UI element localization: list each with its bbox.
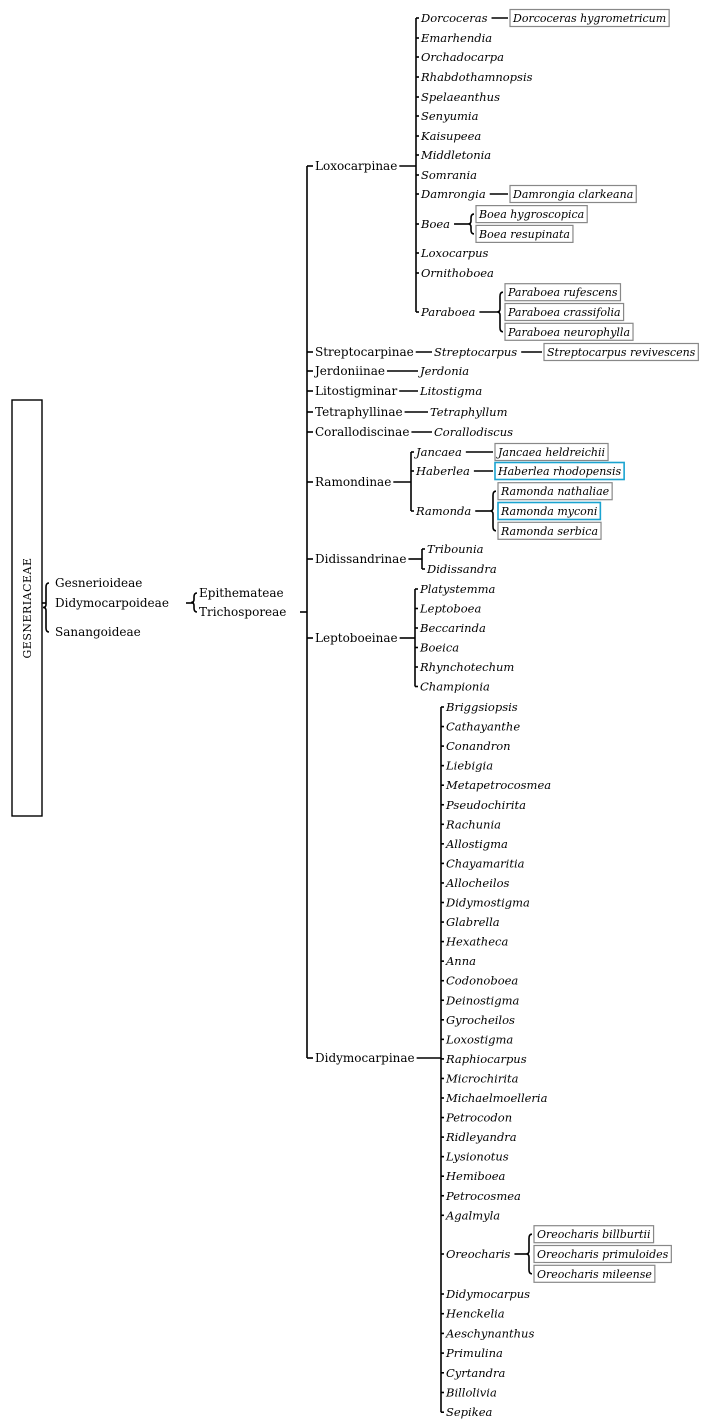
genus-beccarinda: Beccarinda — [420, 621, 486, 635]
family-label: GESNERIACEAE — [21, 557, 34, 659]
species-oreocharis-billburtii: Oreocharis billburtii — [537, 1228, 651, 1242]
genus-petrocodon: Petrocodon — [446, 1110, 513, 1125]
genus-jerdonia: Jerdonia — [420, 364, 470, 378]
genus-senyumia: Senyumia — [421, 109, 479, 123]
genus-championia: Championia — [420, 679, 490, 694]
subfamily-gesnerioideae: Gesnerioideae — [55, 576, 143, 590]
tree-branches — [42, 18, 542, 1412]
genus-primulina: Primulina — [446, 1346, 503, 1361]
genus-platystemma: Platystemma — [420, 582, 496, 596]
genus-middletonia: Middletonia — [421, 148, 492, 162]
genus-ornithoboea: Ornithoboea — [421, 266, 494, 280]
genus-hemiboea: Hemiboea — [446, 1169, 506, 1184]
genus-orchadocarpa: Orchadocarpa — [421, 50, 504, 64]
species-boea-resupinata: Boea resupinata — [479, 227, 570, 241]
species-paraboea-crassifolia: Paraboea crassifolia — [508, 306, 621, 319]
subtribe-leptoboeinae: Leptoboeinae — [315, 631, 398, 645]
species-oreocharis-primuloides: Oreocharis primuloides — [537, 1248, 669, 1261]
species-paraboea-neurophylla: Paraboea neurophylla — [508, 325, 631, 339]
genus-sepikea: Sepikea — [446, 1405, 493, 1420]
genus-tetraphyllum: Tetraphyllum — [430, 405, 508, 419]
genus-rachunia: Rachunia — [446, 817, 501, 832]
genus-loxostigma: Loxostigma — [446, 1032, 514, 1047]
genus-henckelia: Henckelia — [446, 1306, 505, 1321]
genus-ridleyandra: Ridleyandra — [446, 1130, 517, 1145]
genus-microchirita: Microchirita — [446, 1071, 519, 1086]
genus-somrania: Somrania — [421, 168, 478, 182]
genus-leptoboea: Leptoboea — [420, 601, 482, 616]
genus-conandron: Conandron — [446, 739, 511, 754]
genus-ramonda: Ramonda — [416, 504, 472, 518]
genus-jancaea: Jancaea — [416, 445, 462, 459]
subfamily-bracket — [43, 583, 49, 632]
genus-codonoboea: Codonoboea — [446, 973, 519, 988]
species-oreocharis-mileense: Oreocharis mileense — [537, 1267, 652, 1281]
genus-allostigma: Allostigma — [446, 836, 508, 851]
subtribe-loxocarpinae: Loxocarpinae — [315, 159, 398, 173]
genus-anna: Anna — [446, 954, 476, 969]
species-ramonda-nathaliae: Ramonda nathaliae — [501, 485, 610, 499]
genus-michaelmoelleria: Michaelmoelleria — [446, 1091, 548, 1105]
genus-dorcoceras: Dorcoceras — [421, 11, 488, 25]
species-ramonda-serbica: Ramonda serbica — [501, 524, 599, 538]
genus-didymostigma: Didymostigma — [446, 895, 530, 910]
subfamily-sanangoideae: Sanangoideae — [55, 625, 141, 639]
tribe-epithemateae: Epithemateae — [199, 586, 284, 600]
genus-spelaeanthus: Spelaeanthus — [421, 90, 500, 104]
genus-glabrella: Glabrella — [446, 915, 500, 930]
species-bracket-ramonda — [490, 491, 496, 531]
tree-labels — [21, 11, 696, 1419]
genus-hexatheca: Hexatheca — [446, 934, 509, 949]
genus-cathayanthe: Cathayanthe — [446, 719, 521, 734]
subtribe-streptocarpinae: Streptocarpinae — [315, 345, 414, 359]
genus-lysionotus: Lysionotus — [446, 1149, 509, 1164]
species-bracket-paraboea — [497, 292, 503, 332]
species-ramonda-myconi: Ramonda myconi — [501, 505, 598, 518]
species-haberlea-rhodopensis: Haberlea rhodopensis — [498, 465, 622, 478]
species-paraboea-rufescens: Paraboea rufescens — [508, 286, 618, 300]
subtribe-didissandrinae: Didissandrinae — [315, 552, 407, 566]
species-bracket-boea — [468, 214, 474, 234]
genus-kaisupeea: Kaisupeea — [421, 129, 482, 143]
genus-litostigma: Litostigma — [420, 384, 483, 398]
subfamily-didymocarpoideae: Didymocarpoideae — [55, 596, 169, 610]
genus-corallodiscus: Corallodiscus — [434, 425, 514, 439]
genus-tribounia: Tribounia — [427, 542, 484, 556]
genus-pseudochirita: Pseudochirita — [446, 797, 527, 812]
genus-briggsiopsis: Briggsiopsis — [446, 700, 518, 714]
subtribe-corallodiscinae: Corallodiscinae — [315, 425, 410, 439]
genus-didymocarpus: Didymocarpus — [446, 1287, 531, 1301]
genus-boea: Boea — [421, 217, 451, 231]
genus-damrongia: Damrongia — [421, 187, 486, 201]
subtribe-litostigminar: Litostigminar — [315, 384, 398, 398]
genus-boeica: Boeica — [420, 640, 460, 655]
species-damrongia-clarkeana: Damrongia clarkeana — [513, 188, 634, 201]
species-streptocarpus-revivescens: Streptocarpus revivescens — [547, 346, 696, 359]
tribe-trichosporeae: Trichosporeae — [199, 605, 287, 619]
genus-liebigia: Liebigia — [446, 758, 494, 773]
genus-raphiocarpus: Raphiocarpus — [446, 1051, 527, 1066]
subtribe-ramondinae: Ramondinae — [315, 475, 392, 489]
genus-gyrocheilos: Gyrocheilos — [446, 1012, 515, 1027]
genus-chayamaritia: Chayamaritia — [446, 856, 525, 871]
subtribe-tetraphyllinae: Tetraphyllinae — [315, 405, 403, 419]
genus-agalmyla: Agalmyla — [446, 1208, 501, 1223]
species-boea-hygroscopica: Boea hygroscopica — [479, 208, 585, 222]
subtribe-jerdoniinae: Jerdoniinae — [315, 364, 385, 378]
genus-aeschynanthus: Aeschynanthus — [446, 1326, 535, 1341]
species-bracket-oreocharis — [526, 1234, 532, 1274]
genus-rhabdothamnopsis: Rhabdothamnopsis — [421, 70, 533, 84]
genus-petrocosmea: Petrocosmea — [446, 1188, 521, 1203]
genus-haberlea: Haberlea — [416, 464, 470, 478]
species-dorcoceras-hygrometricum: Dorcoceras hygrometricum — [513, 12, 667, 25]
genus-oreocharis: Oreocharis — [446, 1247, 511, 1261]
subtribe-didymocarpinae: Didymocarpinae — [315, 1051, 415, 1065]
genus-allocheilos: Allocheilos — [446, 875, 510, 890]
genus-emarhendia: Emarhendia — [421, 31, 493, 45]
species-jancaea-heldreichii: Jancaea heldreichii — [498, 446, 606, 459]
genus-billolivia: Billolivia — [446, 1385, 497, 1400]
genus-metapetrocosmea: Metapetrocosmea — [446, 778, 552, 793]
genus-didissandra: Didissandra — [427, 562, 497, 576]
genus-paraboea: Paraboea — [421, 305, 476, 319]
genus-streptocarpus: Streptocarpus — [434, 345, 518, 359]
genus-loxocarpus: Loxocarpus — [421, 246, 489, 260]
genus-cyrtandra: Cyrtandra — [446, 1365, 506, 1380]
genus-rhynchotechum: Rhynchotechum — [420, 660, 515, 674]
genus-deinostigma: Deinostigma — [446, 993, 520, 1008]
